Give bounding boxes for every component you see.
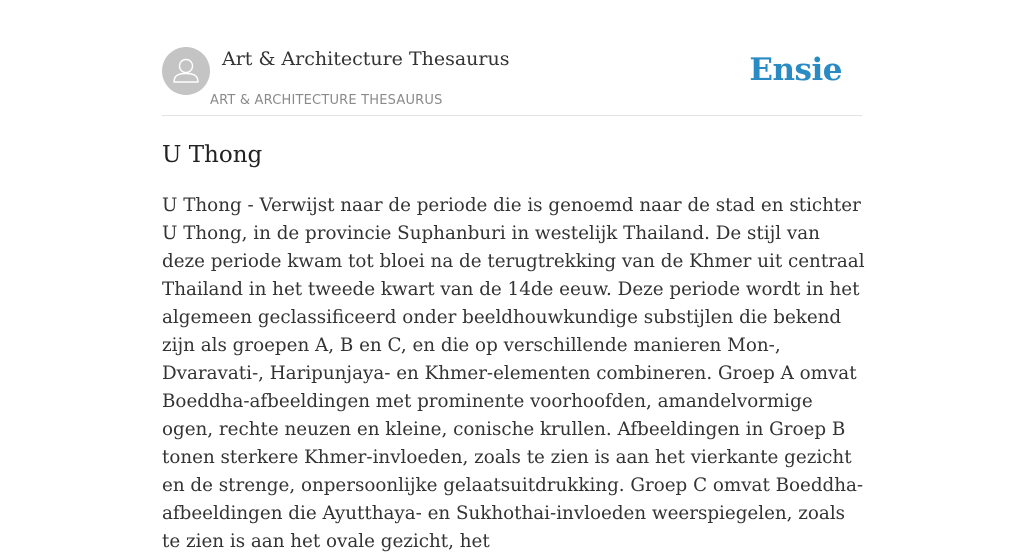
source-title-link[interactable]: Art & Architecture Thesaurus xyxy=(222,48,510,70)
entry-definition: U Thong - Verwijst naar de periode die is genoemd naar de stad en stichter U Thong, in de provincie Suphanburi in westelijk Thailand. De stijl van deze periode kwam tot bloei na de terugtrekking van de Khmer uit centraal Thailand in het tweede kwart van de 14de eeuw. Deze periode wordt in het algemeen geclassificeerd onder beeldhouwkundige substijlen die bekend zijn als groepen A, B en C, en die op verschillende manieren Mon-, Dvaravati-, Haripunjaya- en Khmer-elementen combineren. Groep A omvat Boeddha-afbeeldingen met prominente voorhoofden, amandelvormige ogen, rechte neuzen en kleine, conische krullen. Afbeeldingen in Groep B tonen sterkere Khmer-invloeden, zoals te zien is aan het vierkante gezicht en de strenge, onpersoonlijke gelaatsuitdrukking. Groep C omvat Boeddha-afbeeldingen die Ayutthaya- en Sukhothai-invloeden weerspiegelen, zoals te zien is aan het ovale gezicht, het xyxy=(162,195,865,552)
source-subtitle-link[interactable]: ART & ARCHITECTURE THESAURUS xyxy=(210,93,443,108)
ensie-logo[interactable]: Ensie xyxy=(749,52,842,88)
header-divider xyxy=(162,115,862,116)
source-header xyxy=(162,47,862,115)
user-icon xyxy=(162,47,210,95)
avatar[interactable] xyxy=(162,47,210,95)
entry-title: U Thong xyxy=(162,142,263,168)
